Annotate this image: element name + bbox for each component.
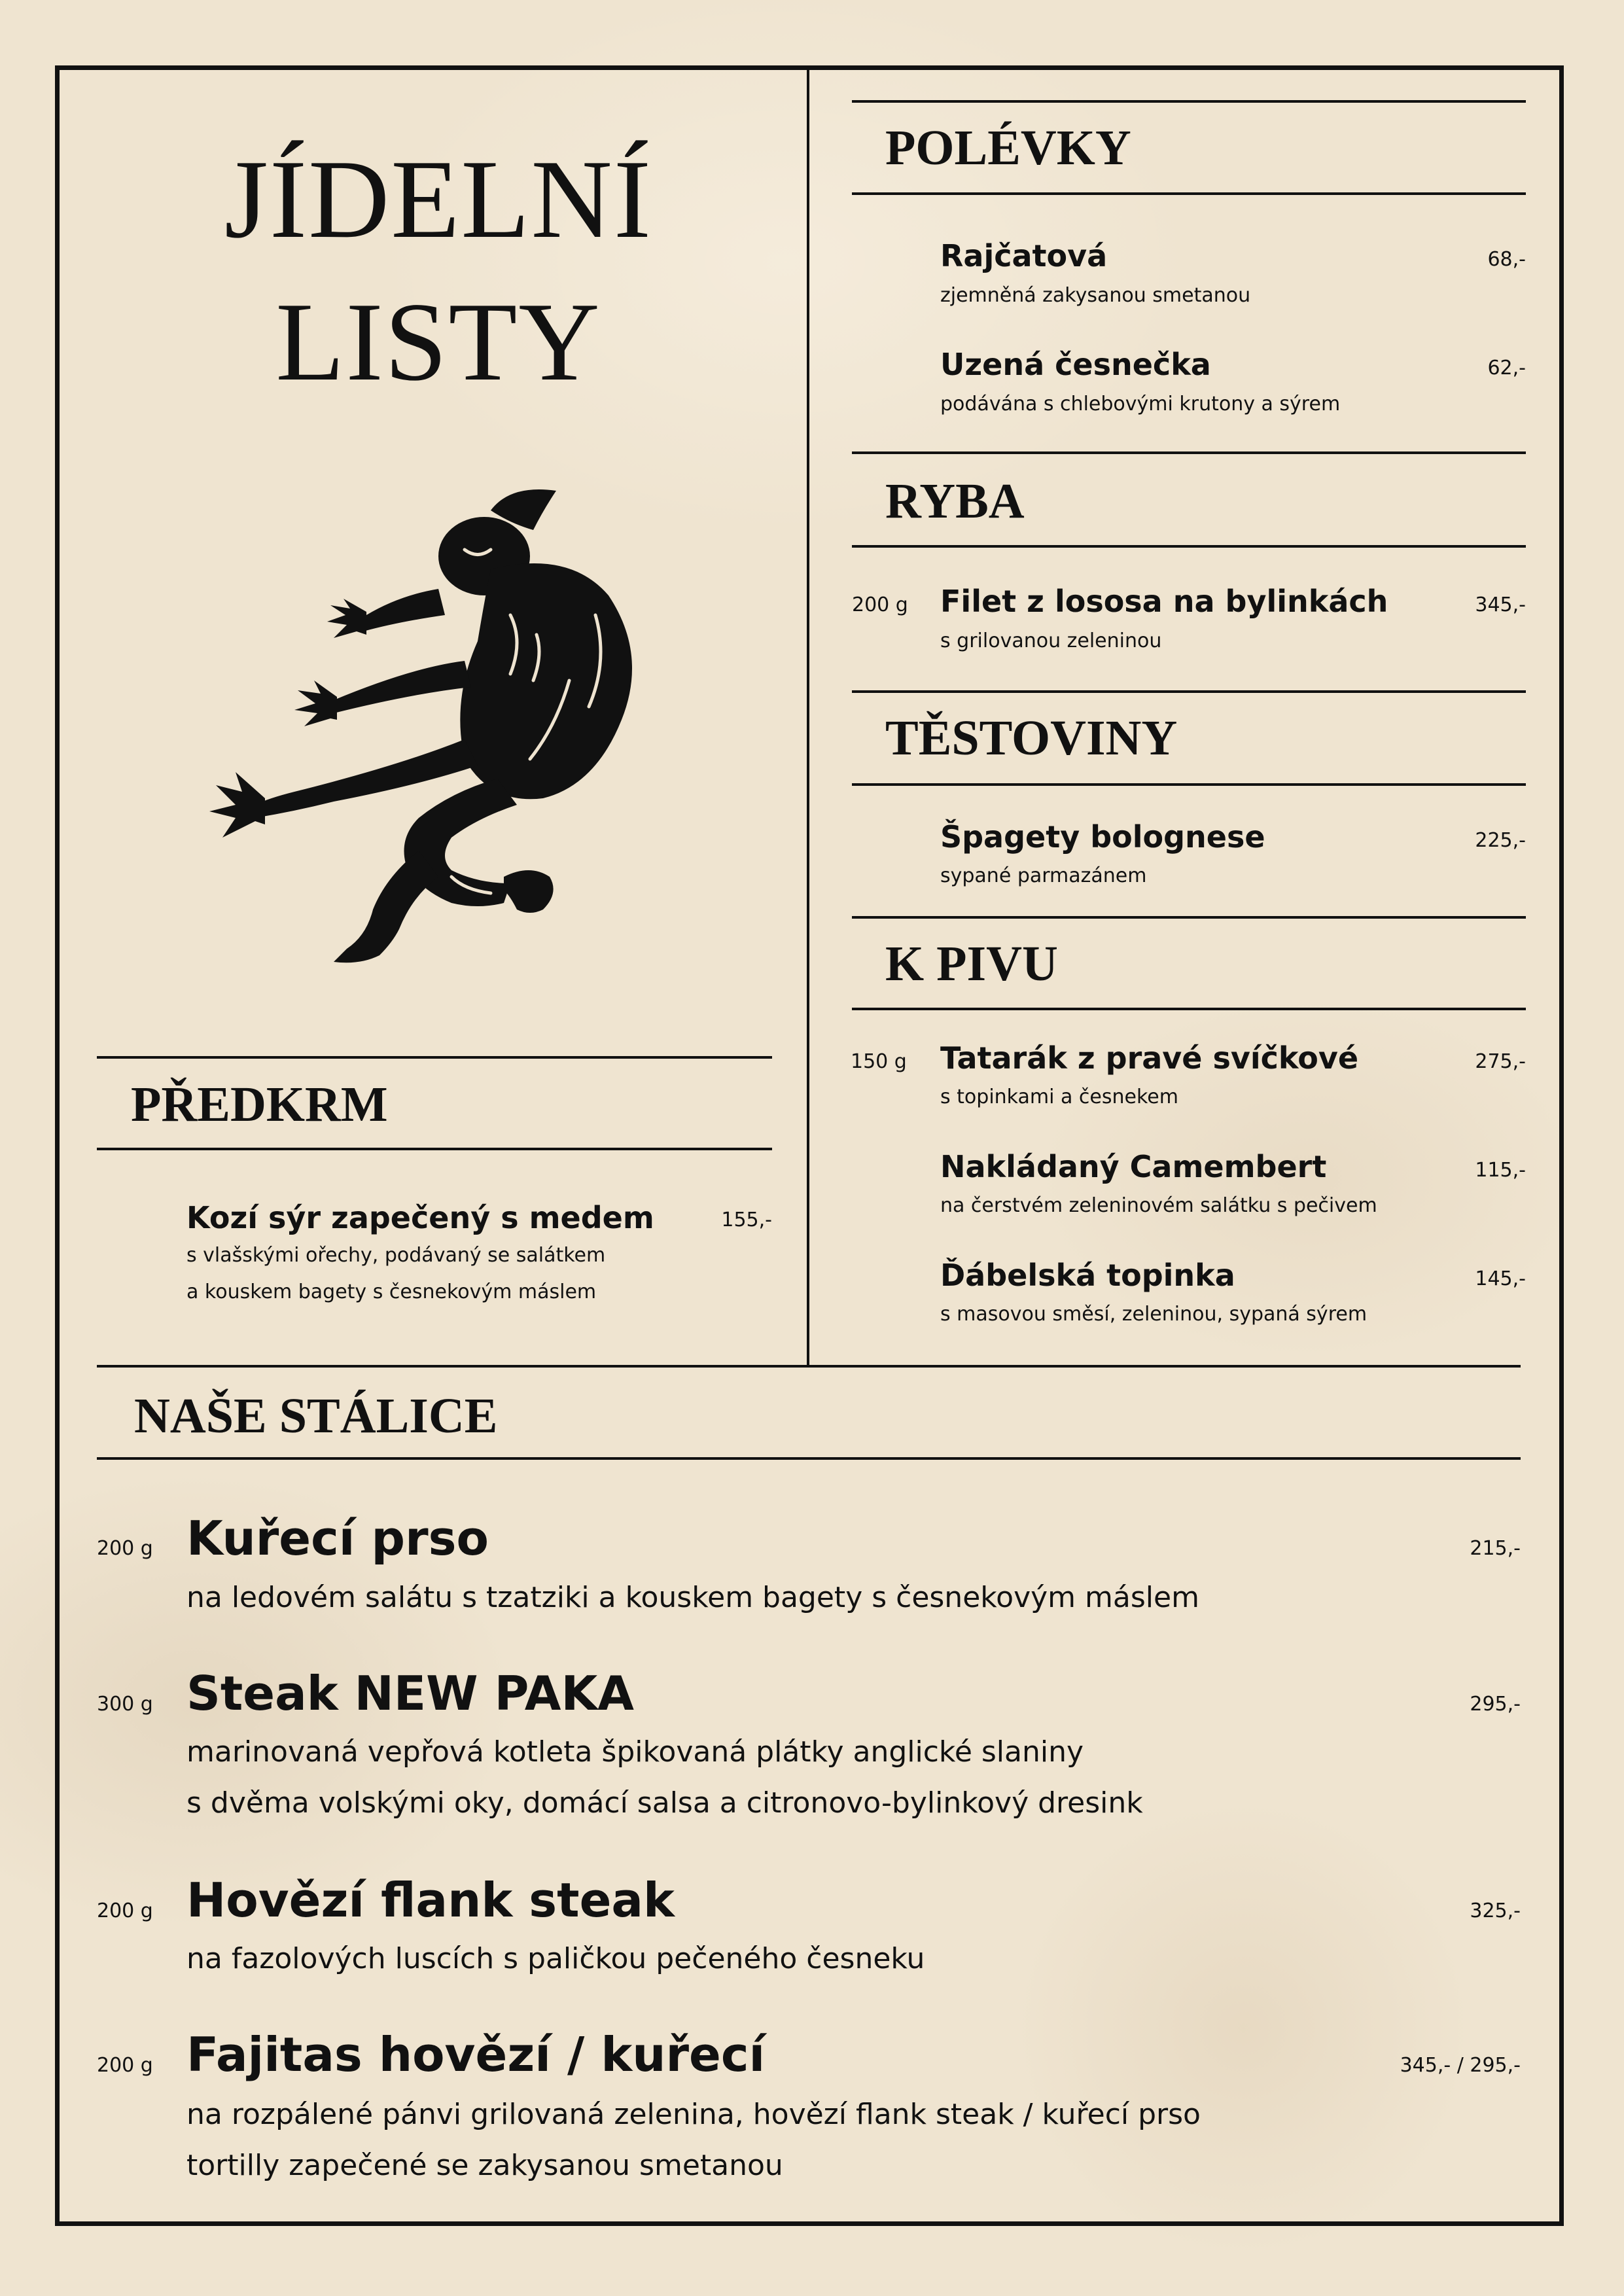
item-price: 145,-: [1475, 1267, 1526, 1290]
item-weight: 200 g: [852, 593, 908, 616]
section-heading-kpivu: K PIVU: [885, 936, 1058, 991]
dancing-goblin-icon: [203, 484, 674, 995]
item-desc: a kouskem bagety s česnekovým máslem: [186, 1280, 597, 1303]
item-name: Špagety bolognese: [940, 819, 1265, 855]
item-name: Tatarák z pravé svíčkové: [940, 1040, 1359, 1076]
section-heading-ryba: RYBA: [885, 474, 1025, 529]
item-desc: s masovou směsí, zeleninou, sypaná sýrem: [940, 1303, 1368, 1326]
item-desc: na ledovém salátu s tzatziki a kouskem bagety s česnekovým máslem: [186, 1581, 1199, 1614]
rule-predkrm-top: [97, 1056, 772, 1059]
item-weight: 150 g: [851, 1050, 907, 1073]
item-price: 345,- / 295,-: [1400, 2054, 1521, 2077]
rule-kpivu-bottom: [852, 1008, 1526, 1010]
rule-testoviny-bottom: [852, 783, 1526, 786]
item-price: 215,-: [1470, 1537, 1521, 1560]
item-name: Kozí sýr zapečený s medem: [186, 1200, 654, 1235]
item-name: Kuřecí prso: [186, 1511, 489, 1566]
section-heading-polevky: POLÉVKY: [885, 120, 1131, 175]
item-desc: s dvěma volskými oky, domácí salsa a citronovo-bylinkový dresink: [186, 1786, 1143, 1820]
item-price: 62,-: [1487, 357, 1526, 380]
rule-kpivu-top: [852, 916, 1526, 919]
item-name: Steak NEW PAKA: [186, 1666, 634, 1721]
item-price: 275,-: [1475, 1050, 1526, 1073]
rule-testoviny-top: [852, 690, 1526, 693]
column-divider: [807, 65, 809, 1368]
item-desc: na fazolových luscích s paličkou pečeného česneku: [186, 1942, 925, 1975]
item-price: 325,-: [1470, 1899, 1521, 1922]
page-title: [98, 128, 779, 414]
item-price: 225,-: [1475, 829, 1526, 852]
rule-ryba-bottom: [852, 545, 1526, 548]
item-desc: s topinkami a česnekem: [940, 1086, 1178, 1108]
item-desc: zjemněná zakysanou smetanou: [940, 284, 1251, 307]
item-name: Rajčatová: [940, 238, 1108, 274]
section-heading-stalice: NAŠE STÁLICE: [134, 1388, 498, 1443]
item-name: Ďábelská topinka: [940, 1258, 1235, 1293]
item-name: Nakládaný Camembert: [940, 1149, 1327, 1184]
rule-predkrm-bottom: [97, 1148, 772, 1150]
item-desc: s grilovanou zeleninou: [940, 629, 1162, 652]
title-line-2: LISTY: [275, 280, 601, 404]
item-price: 155,-: [721, 1209, 772, 1231]
section-heading-testoviny: TĚSTOVINY: [885, 711, 1178, 766]
item-weight: 300 g: [97, 1693, 153, 1716]
item-desc: podávána s chlebovými krutony a sýrem: [940, 393, 1341, 415]
item-desc: na rozpálené pánvi grilovaná zelenina, hovězí flank steak / kuřecí prso: [186, 2098, 1201, 2131]
item-weight: 200 g: [97, 1537, 153, 1560]
item-desc: tortilly zapečené se zakysanou smetanou: [186, 2149, 783, 2182]
rule-polevky-top: [852, 100, 1526, 103]
item-price: 345,-: [1475, 593, 1526, 616]
item-name: Filet z lososa na bylinkách: [940, 584, 1388, 619]
section-heading-predkrm: PŘEDKRM: [131, 1077, 388, 1132]
item-desc: sypané parmazánem: [940, 864, 1147, 887]
item-desc: marinovaná vepřová kotleta špikovaná plátky anglické slaniny: [186, 1735, 1084, 1769]
item-price: 295,-: [1470, 1693, 1521, 1716]
item-name: Hovězí flank steak: [186, 1873, 675, 1928]
item-weight: 200 g: [97, 2054, 153, 2077]
rule-polevky-bottom: [852, 192, 1526, 195]
item-price: 68,-: [1487, 248, 1526, 271]
item-name: Fajitas hovězí / kuřecí: [186, 2027, 766, 2082]
title-line-1: JÍDELNÍ: [224, 137, 653, 262]
item-desc: na čerstvém zeleninovém salátku s pečivem: [940, 1194, 1377, 1217]
item-desc: s vlašskými ořechy, podávaný se salátkem: [186, 1244, 606, 1267]
rule-stalice-bottom: [97, 1457, 1521, 1460]
item-price: 115,-: [1475, 1159, 1526, 1182]
item-name: Uzená česnečka: [940, 347, 1211, 382]
rule-ryba-top: [852, 451, 1526, 454]
item-weight: 200 g: [97, 1899, 153, 1922]
rule-stalice-top: [97, 1365, 1521, 1368]
